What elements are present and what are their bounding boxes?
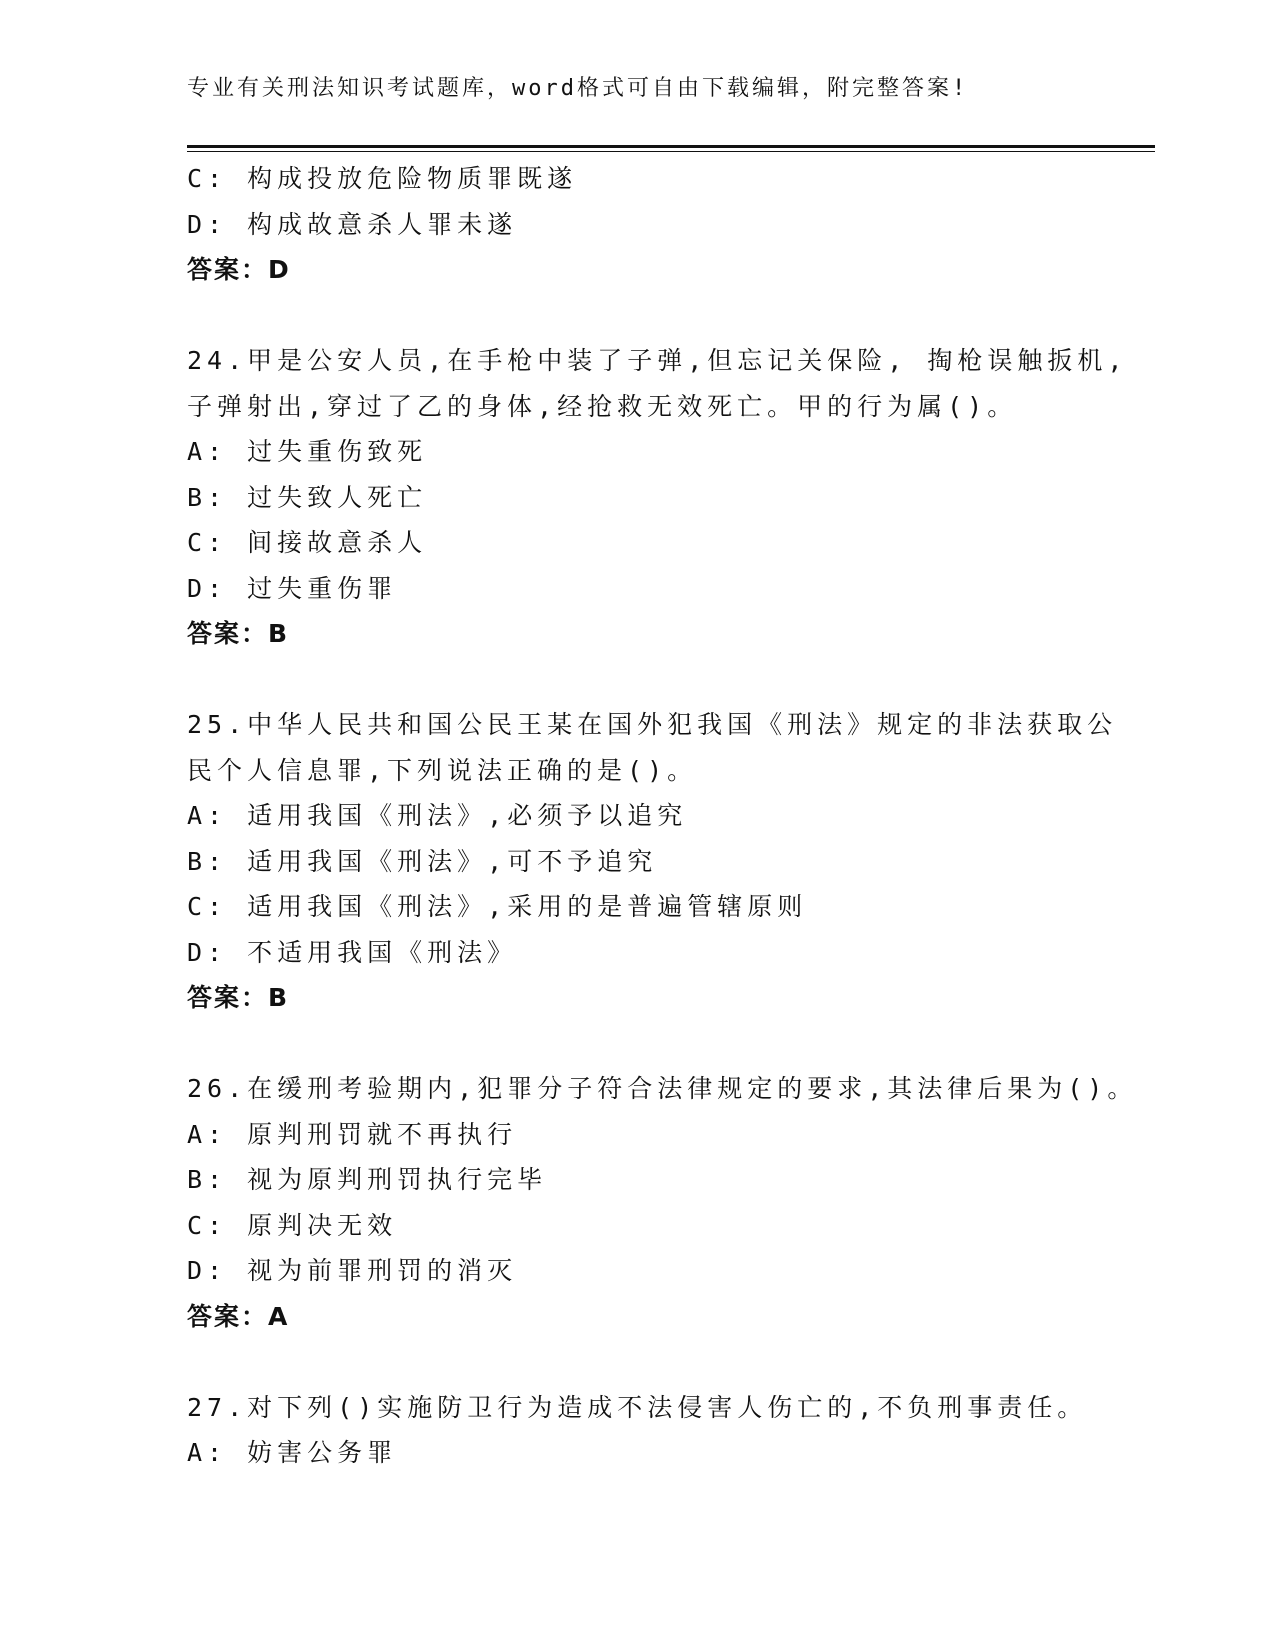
option-d: D: 不适用我国《刑法》 (187, 937, 518, 967)
spacer (187, 1021, 1087, 1067)
option-d: D: 视为前罪刑罚的消灭 (187, 1256, 518, 1285)
header-rule-thin (187, 151, 1155, 152)
option-d: D: 过失重伤罪 (187, 573, 398, 603)
answer-line: 答案：B (187, 619, 290, 648)
option-c: C: 适用我国《刑法》,采用的是普遍管辖原则 (187, 892, 808, 921)
spacer (187, 293, 1087, 339)
question-block-27 (187, 1385, 1087, 1476)
option-b: B: 过失致人死亡 (187, 482, 428, 512)
option-c: C: 原判决无效 (187, 1210, 398, 1240)
option-b: B: 适用我国《刑法》,可不予追究 (187, 846, 658, 876)
option-a: A: 妨害公务罪 (187, 1438, 398, 1467)
question-stem: 民个人信息罪,下列说法正确的是()。 (187, 755, 698, 785)
option-a: A: 适用我国《刑法》,必须予以追究 (187, 801, 688, 830)
question-block-24 (187, 338, 1128, 657)
option-a: A: 原判刑罚就不再执行 (187, 1119, 518, 1149)
answer-line: 答案：A (187, 1301, 290, 1331)
question-stem: 26.在缓刑考验期内,犯罪分子符合法律规定的要求,其法律后果为()。 (187, 1074, 1138, 1103)
option-c: C: 构成投放危险物质罪既遂 (187, 164, 578, 193)
header-rule-thick (187, 145, 1155, 148)
question-list (187, 156, 1138, 1476)
page-header: 专业有关刑法知识考试题库，word格式可自由下载编辑，附完整答案! (187, 76, 969, 101)
question-stem: 27.对下列()实施防卫行为造成不法侵害人伤亡的,不负刑事责任。 (187, 1392, 1088, 1422)
question-stem: 25.中华人民共和国公民王某在国外犯我国《刑法》规定的非法获取公 (187, 710, 1118, 739)
question-block-partial (187, 156, 1087, 293)
spacer (187, 1339, 1087, 1385)
spacer (187, 657, 1087, 703)
option-c: C: 间接故意杀人 (187, 528, 428, 557)
question-stem: 子弹射出,穿过了乙的身体,经抢救无效死亡。甲的行为属()。 (187, 391, 1018, 421)
question-block-26 (187, 1066, 1138, 1339)
option-b: B: 视为原判刑罚执行完毕 (187, 1165, 548, 1194)
option-a: A: 过失重伤致死 (187, 437, 428, 466)
question-block-25 (187, 702, 1118, 1021)
question-stem: 24.甲是公安人员,在手枪中装了子弹,但忘记关保险, 掏枪误触扳机, (187, 346, 1128, 375)
answer-line: 答案：D (187, 255, 291, 284)
option-d: D: 构成故意杀人罪未遂 (187, 209, 518, 239)
answer-line: 答案：B (187, 983, 290, 1012)
